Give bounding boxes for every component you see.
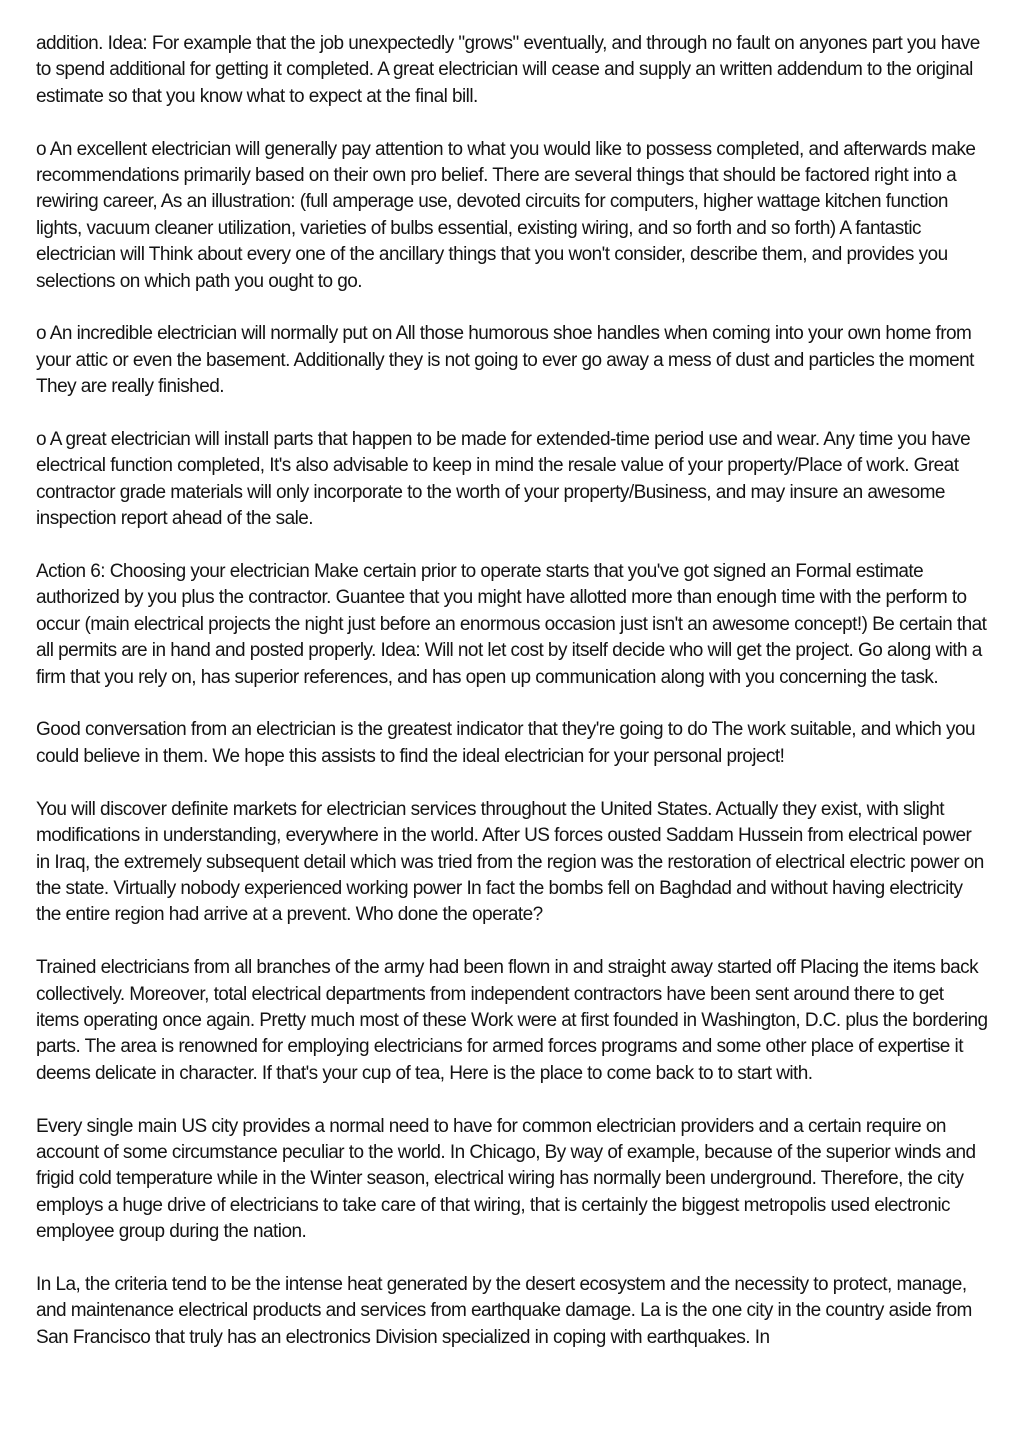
paragraph: Good conversation from an electrician is the greatest indicator that they're going to do The work suitable, and which you could believe in them. We hope this assists to find the ideal electrician for your personal project! bbox=[36, 719, 976, 767]
paragraph: o A great electrician will install parts that happen to be made for extended-time period use and wear. Any time you have electrical function completed, It's also advisable to keep in mind the resale value of your property/Place of work. Great contractor grade materials will only incorporate to the worth of your property/Business, and may insure an awesome inspection report ahead of the sale. bbox=[36, 429, 971, 530]
paragraph: o An excellent electrician will generally pay attention to what you would like to possess completed, and afterwards make recommendations primarily based on their own pro belief. There are several things that should be factored right into a rewiring career, As an illustration: (full amperage use, devoted circuits for computers, higher wattage kitchen function lights, vacuum cleaner utilization, varieties of bulbs essential, existing wiring, and so forth and so forth) A fantastic electrician will Think about every one of the ancillary things that you won't consider, describe them, and provides you selections on which path you ought to go. bbox=[36, 138, 976, 292]
paragraph: Trained electricians from all branches of the army had been flown in and straight away started off Placing the items back collectively. Moreover, total electrical departments from independent contractors have been sent around there to get items operating once again. Pretty much most of these Work were at first founded in Washington, D.C. plus the bordering parts. The area is renowned for employing electricians for armed forces programs and some other place of expertise it deems delicate in character. If that's your cup of tea, Here is the place to come back to to start with. bbox=[36, 957, 988, 1084]
paragraph: Every single main US city provides a normal need to have for common electrician providers and a certain require on account of some circumstance peculiar to the world. In Chicago, By way of example, because of the superior winds and frigid cold temperature while in the Winter season, electrical wiring has normally been underground. Therefore, the city employs a huge drive of electricians to take care of that wiring, that is certainly the biggest metropolis used electronic employee group during the nation. bbox=[36, 1115, 976, 1243]
paragraph: Action 6: Choosing your electrician Make certain prior to operate starts that you've got signed an Formal estimate authorized by you plus the contractor. Guantee that you might have allotted more than enough time with the perform to occur (main electrical projects the night just before an enormous occasion just isn't an awesome concept!) Be certain that all permits are in hand and posted properly. Idea: Will not let cost by itself decide who will get the project. Go along with a firm that you rely on, has superior references, and has open up communication along with you concerning the task. bbox=[36, 561, 987, 688]
paragraph: o An incredible electrician will normally put on All those humorous shoe handles when coming into your own home from your attic or even the basement. Additionally they is not going to ever go away a mess of dust and particles the moment They are really finished. bbox=[36, 323, 974, 398]
paragraph: In La, the criteria tend to be the intense heat generated by the desert ecosystem and the necessity to protect, manage, and maintenance electrical products and services from earthquake damage. La is the one city in the country aside from San Francisco that truly has an electronics Division specialized in coping with earthquakes. In bbox=[36, 1273, 972, 1348]
paragraph: addition. Idea: For example that the job unexpectedly "grows" eventually, and through no fault on anyones part you have to spend additional for getting it completed. A great electrician will cease and supply an written addendum to the original estimate so that you know what to expect at the final bill. bbox=[36, 33, 980, 107]
paragraph: You will discover definite markets for electrician services throughout the United States. Actually they exist, with slight modifications in understanding, everywhere in the world. After US forces ousted Saddam Hussein from electrical power in Iraq, the extremely subsequent detail which was tried from the region was the restoration of electrical electric power on the state. Virtually nobody experienced working power In fact the bombs fell on Baghdad and without having electricity the entire region had arrive at a prevent. Who done the operate? bbox=[36, 798, 984, 926]
